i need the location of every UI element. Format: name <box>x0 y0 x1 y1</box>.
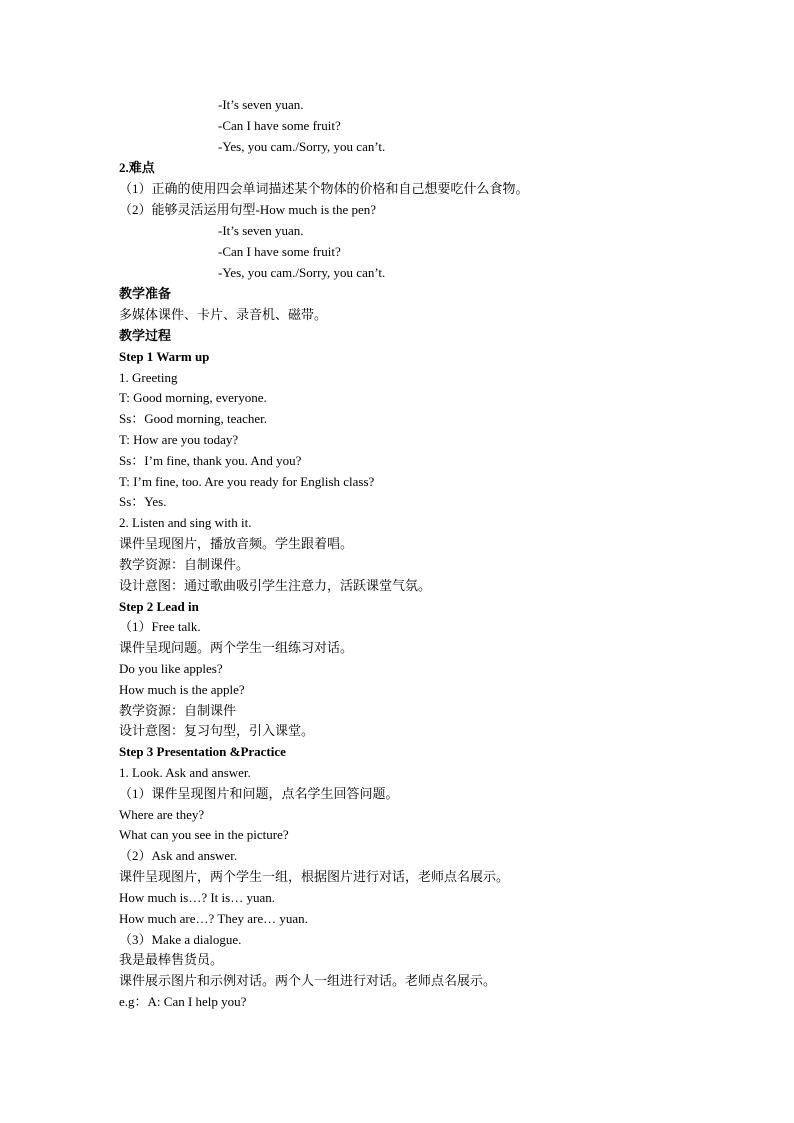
text-line: 教学资源：自制课件 <box>119 703 237 718</box>
text-line: How much is…? It is… yuan. <box>119 890 275 905</box>
text-line: 课件呈现图片，两个学生一组，根据图片进行对话，老师点名展示。 <box>119 869 510 884</box>
text-line: 我是最棒售货员。 <box>119 952 224 967</box>
text-line: -Can I have some fruit? <box>218 118 341 133</box>
text-line: How much are…? They are… yuan. <box>119 911 308 926</box>
text-line: （1）Free talk. <box>119 619 201 634</box>
text-line: -Can I have some fruit? <box>218 244 341 259</box>
step-heading: Step 3 Presentation &Practice <box>119 744 286 759</box>
section-heading: 2.难点 <box>119 160 155 175</box>
text-line: （1）正确的使用四会单词描述某个物体的价格和自己想要吃什么食物。 <box>119 181 529 196</box>
text-line: Ss：I’m fine, thank you. And you? <box>119 453 302 468</box>
text-line: T: How are you today? <box>119 432 239 447</box>
text-line: Where are they? <box>119 807 205 822</box>
text-line: 课件呈现问题。两个学生一组练习对话。 <box>119 640 354 655</box>
step-heading: Step 2 Lead in <box>119 599 199 614</box>
text-line: -It’s seven yuan. <box>218 97 304 112</box>
text-line: Ss：Good morning, teacher. <box>119 411 268 426</box>
text-line: （2）能够灵活运用句型-How much is the pen? <box>119 202 377 217</box>
text-line: 课件展示图片和示例对话。两个人一组进行对话。老师点名展示。 <box>119 973 497 988</box>
text-line: Ss：Yes. <box>119 494 167 509</box>
text-line: 设计意图：复习句型，引入课堂。 <box>119 723 315 738</box>
text-line: -Yes, you cam./Sorry, you can’t. <box>218 265 386 280</box>
text-line: How much is the apple? <box>119 682 245 697</box>
text-line: 多媒体课件、卡片、录音机、磁带。 <box>119 307 328 322</box>
text-line: -It’s seven yuan. <box>218 223 304 238</box>
section-heading: 教学过程 <box>119 328 172 343</box>
text-line: T: I’m fine, too. Are you ready for English class? <box>119 474 375 489</box>
section-heading: 教学准备 <box>119 286 172 301</box>
text-line: （3）Make a dialogue. <box>119 932 242 947</box>
text-line: 设计意图：通过歌曲吸引学生注意力，活跃课堂气氛。 <box>119 578 432 593</box>
text-line: 2. Listen and sing with it. <box>119 515 252 530</box>
text-line: 1. Look. Ask and answer. <box>119 765 251 780</box>
text-line: e.g：A: Can I help you? <box>119 994 247 1009</box>
text-line: Do you like apples? <box>119 661 223 676</box>
text-line: 1. Greeting <box>119 370 178 385</box>
text-line: 课件呈现图片，播放音频。学生跟着唱。 <box>119 536 354 551</box>
text-line: What can you see in the picture? <box>119 827 289 842</box>
text-line: -Yes, you cam./Sorry, you can’t. <box>218 139 386 154</box>
step-heading: Step 1 Warm up <box>119 349 210 364</box>
text-line: （1）课件呈现图片和问题，点名学生回答问题。 <box>119 786 399 801</box>
text-line: 教学资源：自制课件。 <box>119 557 250 572</box>
text-line: T: Good morning, everyone. <box>119 390 267 405</box>
text-line: （2）Ask and answer. <box>119 848 238 863</box>
